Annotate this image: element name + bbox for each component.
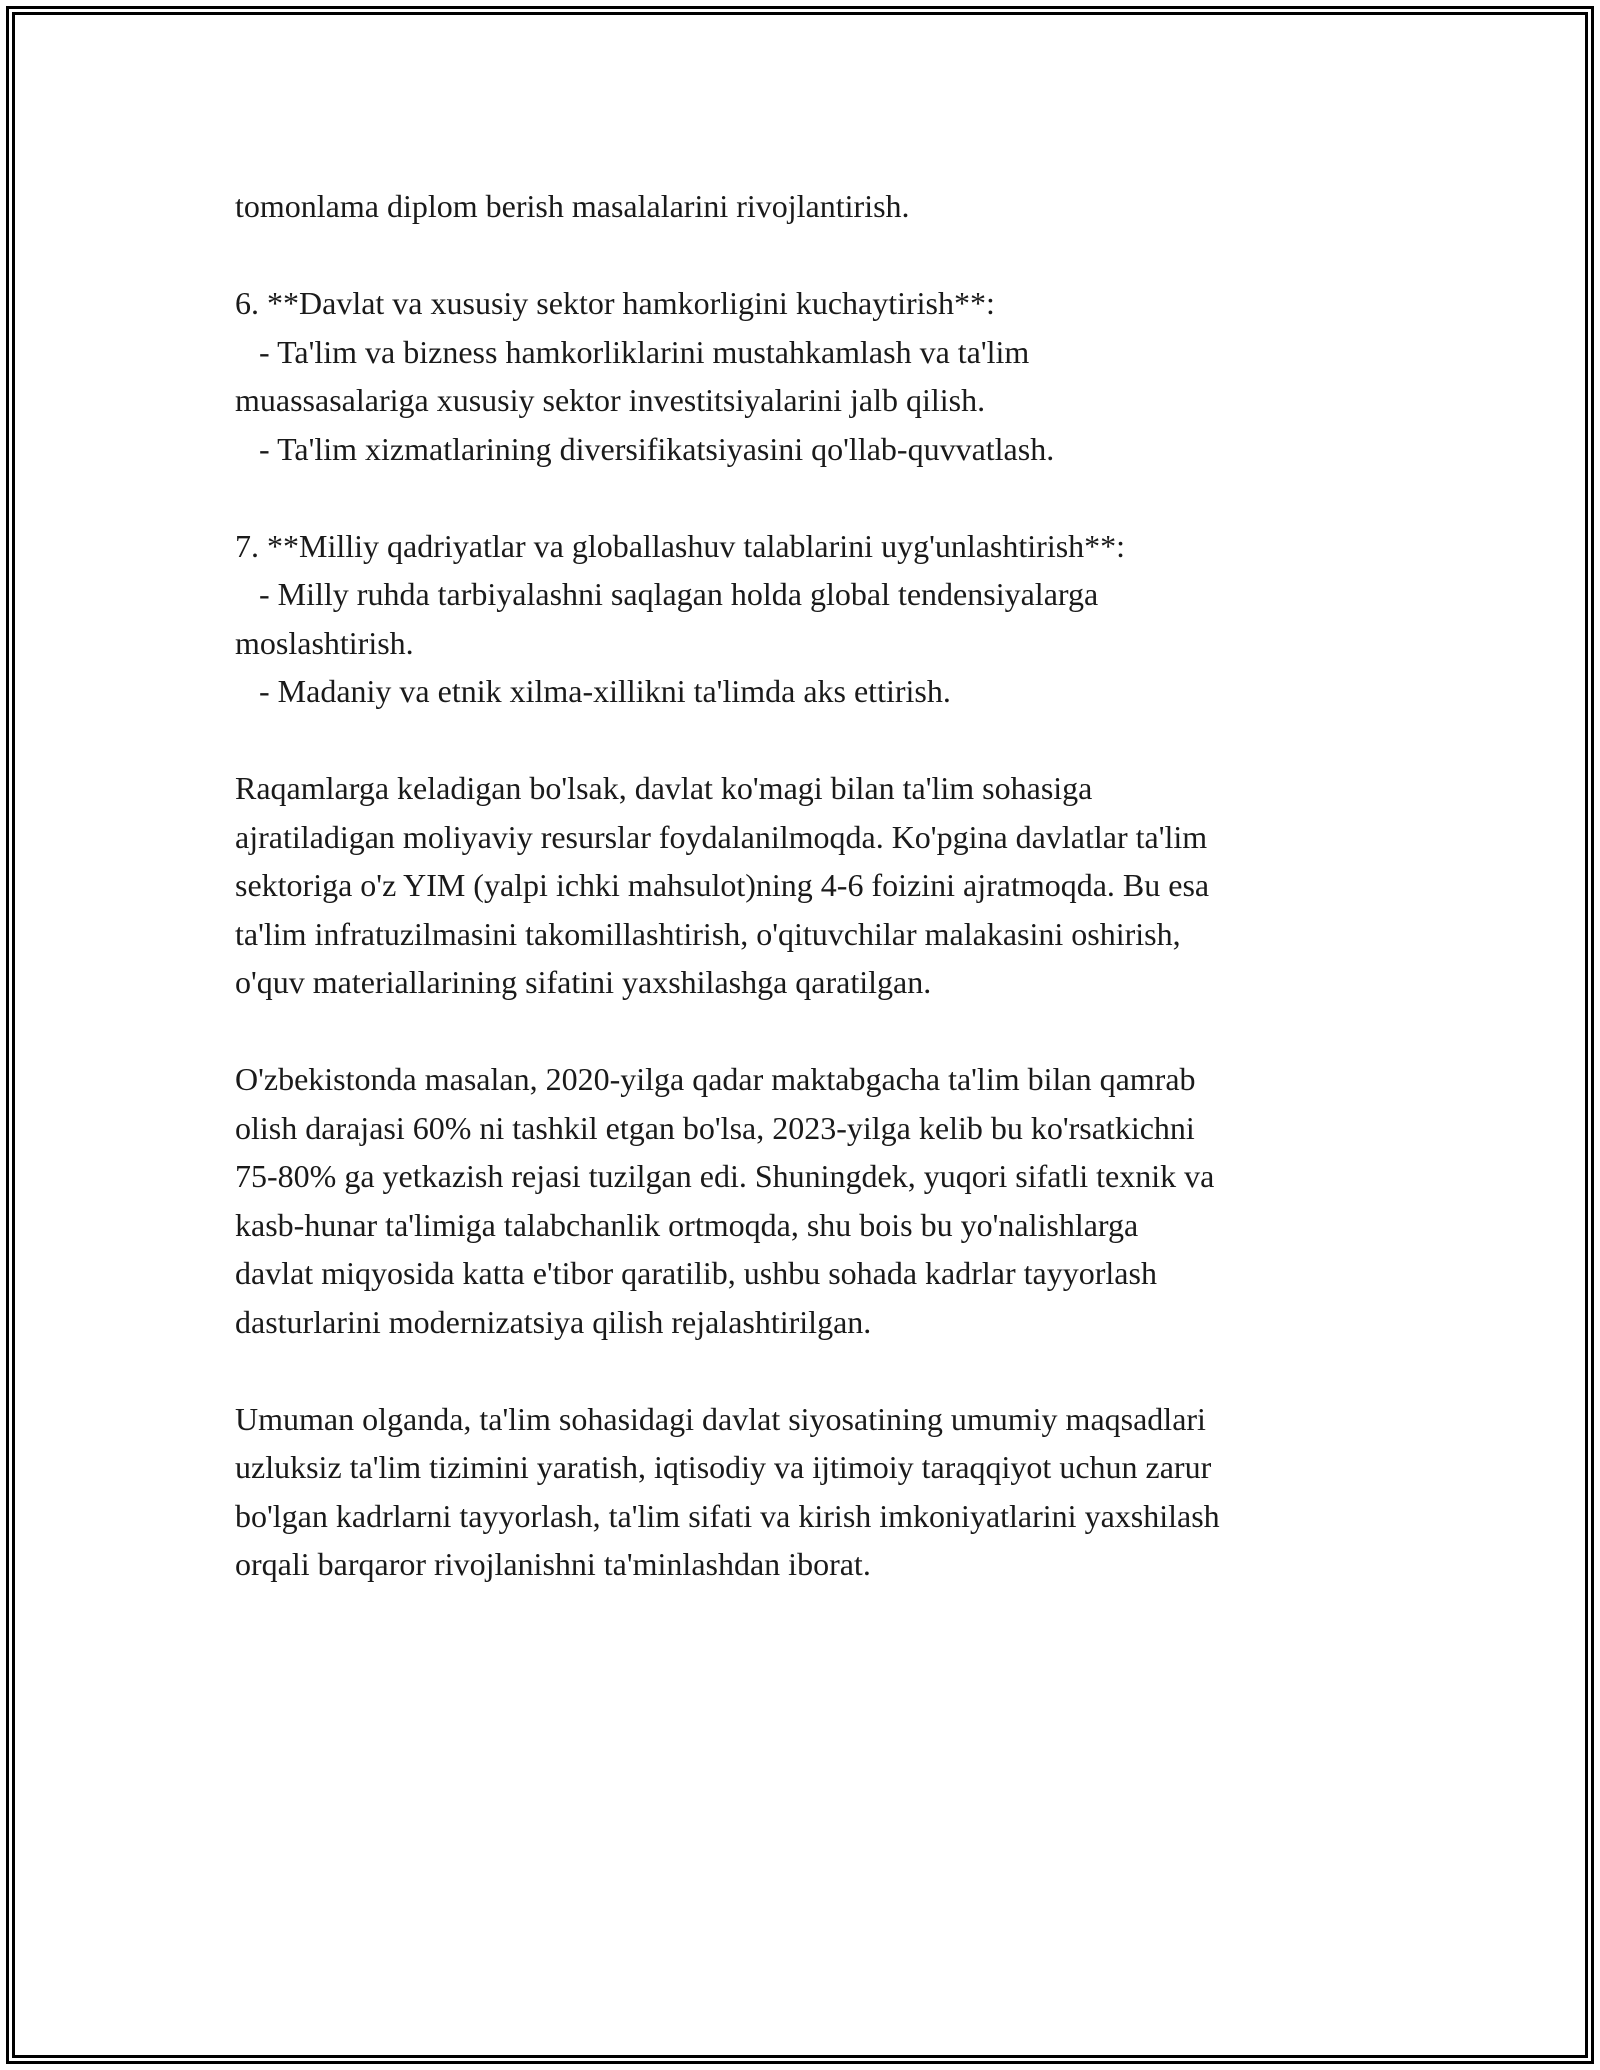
paragraph-line: kasb-hunar ta'limiga talabchanlik ortmoqda, shu bois bu yo'nalishlarga xyxy=(235,1206,1139,1243)
paragraph-line: O'zbekistonda masalan, 2020-yilga qadar maktabgacha ta'lim bilan qamrab xyxy=(235,1061,1196,1097)
paragraph-line: Umuman olganda, ta'lim sohasidagi davlat siyosatining umumiy maqsadlari xyxy=(235,1400,1206,1437)
paragraph-line: o'quv materiallarining sifatini yaxshilashga qaratilgan. xyxy=(235,964,932,1000)
list-item-7-heading: 7. **Milliy qadriyatlar va globallashuv talablarini uyg'unlashtirish**: xyxy=(235,527,1126,564)
list-item-6-bullet-1-line-2: muassasalariga xususiy sektor investitsiyalarini jalb qilish. xyxy=(235,382,986,418)
spacer xyxy=(235,716,1395,765)
paragraph-line: uzluksiz ta'lim tizimini yaratish, iqtisodiy va ijtimoiy taraqqiyot uchun zarur xyxy=(235,1449,1212,1485)
paragraph-line: davlat miqyosida katta e'tibor qaratilib, ushbu sohada kadrlar tayyorlash xyxy=(235,1255,1157,1291)
list-item-7-bullet-2: - Madaniy va etnik xilma-xillikni ta'limda aks ettirish. xyxy=(235,673,951,709)
paragraph-line: 75-80% ga yetkazish rejasi tuzilgan edi. Shuningdek, yuqori sifatli texnik va xyxy=(235,1158,1215,1194)
spacer xyxy=(235,473,1395,522)
paragraph-line: sektoriga o'z YIM (yalpi ichki mahsulot)ning 4-6 foizini ajratmoqda. Bu esa xyxy=(235,867,1210,903)
continuation-line: tomonlama diplom berish masalalarini rivojlantirish. xyxy=(235,188,910,224)
list-item-7-bullet-1-line-1: - Milly ruhda tarbiyalashni saqlagan holda global tendensiyalarga xyxy=(235,576,1099,612)
paragraph-line: bo'lgan kadrlarni tayyorlash, ta'lim sifati va kirish imkoniyatlarini yaxshilash xyxy=(235,1497,1220,1534)
list-item-6 xyxy=(235,279,1395,473)
spacer xyxy=(235,1007,1395,1056)
document-body xyxy=(235,182,1395,1589)
list-item-6-bullet-2: - Ta'lim xizmatlarining diversifikatsiyasini qo'llab-quvvatlash. xyxy=(235,430,1055,467)
paragraph-line: ajratiladigan moliyaviy resurslar foydalanilmoqda. Ko'pgina davlatlar ta'lim xyxy=(235,818,1208,855)
spacer xyxy=(235,231,1395,280)
list-item-6-heading: 6. **Davlat va xususiy sektor hamkorligini kuchaytirish**: xyxy=(235,285,995,321)
paragraph-line: ta'lim infratuzilmasini takomillashtirish, o'qituvchilar malakasini oshirish, xyxy=(235,915,1181,952)
paragraph-line: Raqamlarga keladigan bo'lsak, davlat ko'magi bilan ta'lim sohasiga xyxy=(235,770,1093,806)
paragraph-conclusion xyxy=(235,1395,1395,1589)
paragraph-uzbekistan xyxy=(235,1055,1395,1346)
paragraph-line: dasturlarini modernizatsiya qilish rejalashtirilgan. xyxy=(235,1303,872,1340)
paragraph-line: olish darajasi 60% ni tashkil etgan bo'lsa, 2023-yilga kelib bu ko'rsatkichni xyxy=(235,1109,1195,1146)
paragraph-line: orqali barqaror rivojlanishni ta'minlashdan iborat. xyxy=(235,1546,871,1582)
spacer xyxy=(235,1346,1395,1395)
list-item-7 xyxy=(235,522,1395,716)
paragraph-funding xyxy=(235,764,1395,1007)
list-item-7-bullet-1-line-2: moslashtirish. xyxy=(235,624,414,661)
list-item-6-bullet-1-line-1: - Ta'lim va bizness hamkorliklarini mustahkamlash va ta'lim xyxy=(235,333,1030,370)
